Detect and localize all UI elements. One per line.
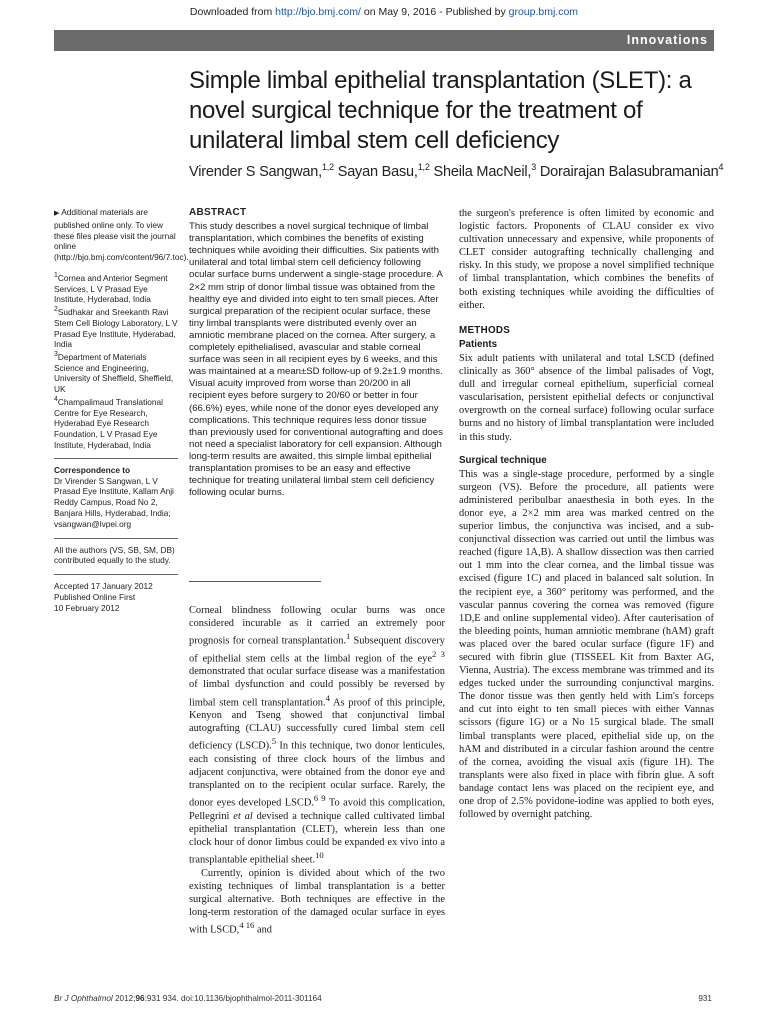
article-sidebar <box>54 207 189 614</box>
journal-link[interactable]: http://bjo.bmj.com/ <box>275 6 361 18</box>
correspondence-heading: Correspondence to <box>54 464 131 475</box>
citation[interactable]: 5 <box>271 736 277 747</box>
correspondence-body: Dr Virender S Sangwan, L V Prasad Eye Institute, Kallam Anji Reddy Campus, Road No 2, Banjara Hills, Hyderabad, India; vsangwan@lvpei.org <box>54 475 174 529</box>
surgical-technique-subheading: Surgical technique <box>459 454 547 466</box>
affiliation: $^4$Champalimaud Translational Centre for Eye Research, Hyderabad Eye Research Foundation, L V Prasad Eye Institute, Hyderabad, India <box>54 396 163 450</box>
citation[interactable]: 1 <box>345 631 351 642</box>
intro-paragraph: Currently, opinion is divided about which of the two existing techniques of limbal transplantation is a better surgical alternative. Both techniques are effective in the long-term restoration of the damaged ocular surface in eyes with LSCD,$^{4 16}$ and <box>189 867 445 936</box>
affiliation: $^3$Department of Materials Science and Engineering, University of Sheffield, Sheffield, UK <box>54 351 174 395</box>
author-affiliation-ref: 4 <box>718 162 724 172</box>
article-title: Simple limbal epithelial transplantation (SLET): a novel surgical technique for the treatment of unilateral limbal stem cell deficiency <box>189 67 692 154</box>
author-name: Virender S Sangwan, <box>189 163 322 180</box>
author-name: Sheila MacNeil, <box>429 163 532 180</box>
divider <box>54 458 178 459</box>
publisher-link[interactable]: group.bmj.com <box>508 6 579 18</box>
citation[interactable]: 4 <box>325 692 330 703</box>
citation[interactable]: 4 16 <box>239 919 255 930</box>
author-name: Dorairajan Balasubramanian <box>536 163 719 180</box>
additional-materials-note: ▶ Additional materials are published online only. To view these files please visit the journal online (http://bjo.bmj.com/content/96/7.toc). <box>54 207 189 263</box>
surgical-technique-text: This was a single-stage procedure, performed by a single surgeon (VS). Before the procedure, all patients were administered peribulbar anaesthesia in both eyes. In the donor eye, a 2×2 mm area was marked centred on the superior limbus, the conjunctiva was incised, and a sub-conjunctival dissection was carried out until the limbus was reached (figure 1A,B). A shallow dissection was then carried out 1 mm into the clear cornea, and the limbal tissue was excised (figure 1C) and placed in balanced salt solution. In the recipient eye, a 360° peritomy was performed, and the vascular pannus covering the cornea was removed (figure 1D,E and online supplemental video). After cauterisation of the bleeding points, human amniotic membrane (hAM) graft was placed over the bared ocular surface (figure 1F) and secured with fibrin glue (TISSEEL Kit from Baxter AG, Vienna, Austria). The excess membrane was trimmed and its edges tucked under the surrounding conjunctival margins. The donor tissue was then gently held with Lim's forceps and cut into eight to ten small pieces with either Vannas scissors (figure 1G) or a No 15 surgical blade. The small limbal transplants were placed, epithelial side up, on the hAM and distributed in a circular fashion around the centre of the cornea, avoiding the visual axis (figure 1H). The transplants were also fixed in place with fibrin glue. A soft bandage contact lens was placed on the recipient eye, and one drop of 2.5% povidone-iodine was applied to both eyes, followed by overnight patching. <box>459 468 714 821</box>
introduction <box>189 604 445 936</box>
download-notice: Downloaded from http://bjo.bmj.com/ on May 9, 2016 - Published by group.bmj.com <box>189 6 579 18</box>
author-affiliation-ref: 3 <box>531 162 537 172</box>
section-band <box>54 30 714 51</box>
divider <box>54 574 178 575</box>
author-list <box>189 162 729 180</box>
abstract-text: This study describes a novel surgical technique of limbal transplantation, which combines the benefits of existing techniques while avoiding their difficulties. Six patients with unilateral and total limbal stem cell deficiency following ocular surface burns underwent a single-stage procedure. A 2×2 mm strip of donor limbal tissue was obtained from the healthy eye and divided into eight to ten small pieces. After surgical preparation of the recipient ocular surface, these tiny limbal transplants were distributed evenly over an amniotic membrane placed on the cornea. After surgery, a completely epithelialised, avascular and stable corneal surface was seen in all recipient eyes by 6 weeks, and this was maintained at a mean±SD follow-up of 9.2±1.9 months. Visual acuity improved from worse than 20/200 in all recipient eyes before surgery to 20/60 or better in four (66.6%) eyes, while none of the donor eyes developed any complications. This technique requires less donor tissue than previously used for conventional autografting and does not need a specialist laboratory for cell expansion. Although long-term results are awaited, this simple limbal epithelial transplantation promises to be an easy and effective technique for treating unilateral limbal stem cell deficiency following ocular burns. <box>189 221 443 499</box>
page-number: 931 <box>698 994 712 1003</box>
abstract-divider <box>189 581 321 582</box>
author-affiliation-ref: 1,2 <box>417 162 430 172</box>
abstract <box>189 207 443 499</box>
abstract-heading: ABSTRACT <box>189 207 247 218</box>
section-label: Innovations <box>626 33 708 47</box>
accepted-date: Accepted 17 January 2012 <box>54 581 153 592</box>
citation[interactable]: 10 <box>315 849 324 860</box>
divider <box>54 538 178 539</box>
footer-citation: Br J Ophthalmol 2012;96:931 934. doi:10.1136/bjophthalmol-2011-301164 <box>54 994 322 1003</box>
published-label: Published Online First <box>54 591 136 602</box>
methods-heading: METHODS <box>459 324 511 336</box>
intro-paragraph: Corneal blindness following ocular burns was once considered incurable as it carried an extremely poor prognosis for corneal transplantation.$^1$ Subsequent discovery of epithelial stem cells at the limbal region of the eye$^{2 3}$ demonstrated that ocular surface disease was a manifestation of limbal dysfunction and could possibly be reversed by limbal stem cell transplantation.$^4$ As proof of this principle, Kenyon and Tseng showed that conjunctival limbal autografting (CLAU) successfully cured limbal stem cell deficiency (LSCD).$^5$ In this technique, two donor lenticules, each consisting of three clock hours of the limbus and adjacent conjunctiva, were obtained from the donor eye and transplanted on to the recipient ocular surface. Rarely, the donor eyes developed LSCD.$^{6 9}$ To avoid this complication, Pellegrini et al devised a technique called cultivated limbal epithelial transplantation (CLET), wherein less than one clock hour of donor limbus could be expanded ex vivo into a transplantable epithelial sheet.$^{10}$ <box>189 605 446 866</box>
right-column <box>459 207 714 821</box>
affiliation: $^2$Sudhakar and Sreekanth Ravi Stem Cell Biology Laboratory, L V Prasad Eye Institute, Hyderabad, India <box>54 306 178 350</box>
author-name: Sayan Basu, <box>333 163 418 180</box>
affiliation: $^1$Cornea and Anterior Segment Services, L V Prasad Eye Institute, Hyderabad, India <box>54 271 168 305</box>
patients-subheading: Patients <box>459 338 498 350</box>
intro-continuation: the surgeon's preference is often limited by economic and logistic factors. Proponents of CLAU consider ex vivo cultivation unnecessary and expensive, while proponents of CLET consider autografting technically challenging and risky. In this study, we propose a novel simplified technique of limbal transplantation, which combines the benefits of both existing techniques while avoiding the difficulties of either. <box>459 208 714 311</box>
published-date: 10 February 2012 <box>54 602 120 613</box>
patients-text: Six adult patients with unilateral and total LSCD (defined clinically as 360° absence of the limbal palisades of Vogt, dull and irregular corneal epithelium, superficial corneal vascularisation, persistent epithelial defects or conjunctival overgrowth on the corneal surface) following ocular surface burns and no history of limbal transplantation were included in this study. <box>459 352 714 443</box>
contribution-note: All the authors (VS, SB, SM, DB) contributed equally to the study. <box>54 544 175 566</box>
citation[interactable]: 6 9 <box>313 793 326 804</box>
citation[interactable]: 2 3 <box>431 648 446 659</box>
triangle-arrow-icon: ▶ <box>54 210 60 217</box>
author-affiliation-ref: 1,2 <box>321 162 334 172</box>
